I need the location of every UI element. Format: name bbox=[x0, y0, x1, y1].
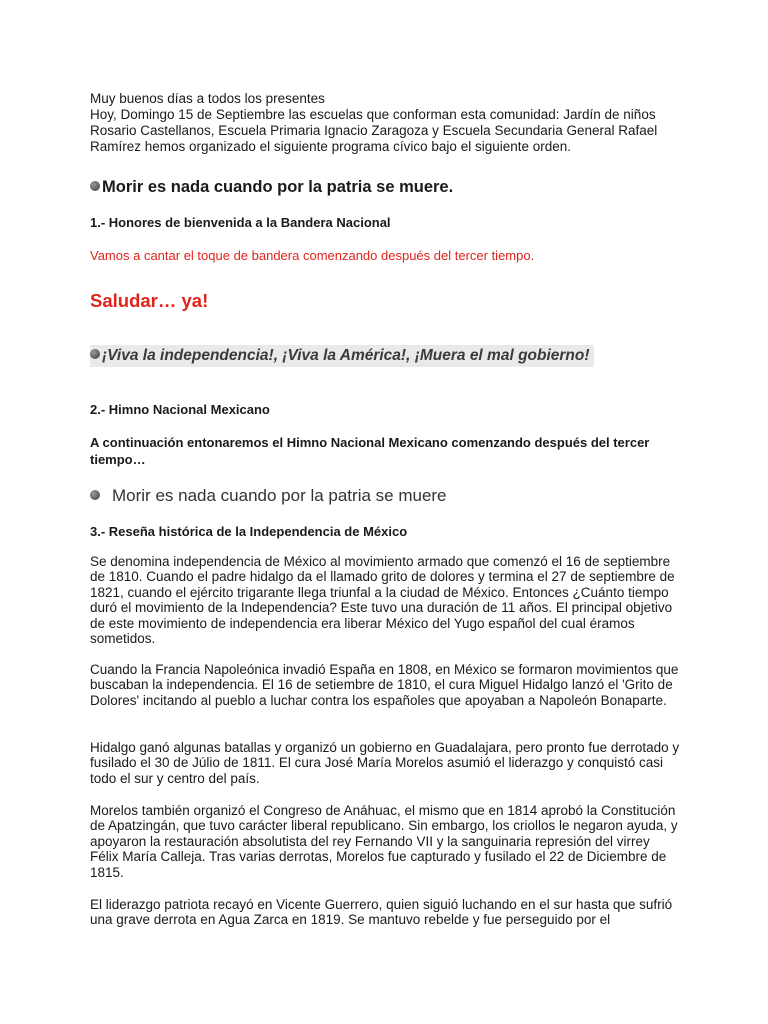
quote-text: Morir es nada cuando por la patria se muere bbox=[112, 486, 447, 505]
intro-line: Hoy, Domingo 15 de Septiembre las escuelas que conforman esta comunidad: Jardín de niños bbox=[90, 107, 656, 122]
history-paragraph: El liderazgo patriota recayó en Vicente Guerrero, quien siguió luchando en el sur hasta que sufrió una grave derrota en Agua Zarca en 1819. Se mantuvo rebelde y fue perseguido por el bbox=[90, 897, 673, 928]
quote-heading-3 bbox=[90, 486, 690, 506]
intro-paragraph bbox=[90, 91, 690, 155]
section-1-note: Vamos a cantar el toque de bandera comenzando después del tercer tiempo. bbox=[90, 248, 535, 263]
history-paragraph: Se denomina independencia de México al movimiento armado que comenzó el 16 de septiembre de 1810. Cuando el padre hidalgo da el llamado grito de dolores y termina el 27 de septiembre de 1821, cuando el ejército trigarante llega triunfal a la ciudad de México. Entonces ¿Cuánto tiempo duró el movimiento de la Independencia? Este tuvo una duración de 11 años. El principal objetivo de este movimiento de independencia era liberar México del Yugo español del cual éramos sometidos. bbox=[90, 554, 675, 647]
section-3-title: 3.- Reseña histórica de la Independencia de México bbox=[90, 524, 408, 539]
bullet-icon bbox=[90, 181, 100, 191]
saludar-command: Saludar… ya! bbox=[90, 290, 209, 311]
intro-line: Rosario Castellanos, Escuela Primaria Ignacio Zaragoza y Escuela Secundaria General Rafael bbox=[90, 123, 658, 138]
section-1-title: 1.- Honores de bienvenida a la Bandera Nacional bbox=[90, 215, 391, 230]
quote-text: ¡Viva la independencia!, ¡Viva la América!, ¡Muera el mal gobierno! bbox=[102, 347, 590, 364]
section-2-title: 2.- Himno Nacional Mexicano bbox=[90, 402, 270, 417]
quote-text: Morir es nada cuando por la patria se muere. bbox=[102, 178, 454, 196]
intro-line: Muy buenos días a todos los presentes bbox=[90, 91, 325, 106]
section-2-text: A continuación entonaremos el Himno Nacional Mexicano comenzando después del tercer tiempo… bbox=[90, 435, 650, 467]
history-paragraph: Hidalgo ganó algunas batallas y organizó un gobierno en Guadalajara, pero pronto fue derrotado y fusilado el 30 de Júlio de 1811. El cura José María Morelos asumió el liderazgo y conquistó casi todo el sur y centro del país. bbox=[90, 740, 680, 786]
history-paragraph: Cuando la Francia Napoleónica invadió España en 1808, en México se formaron movimientos que buscaban la independencia. El 16 de setiembre de 1810, el cura Miguel Hidalgo lanzó el 'Grito de Dolores' incitando al pueblo a luchar contra los españoles que apoyaban a Napoleón Bonaparte. bbox=[90, 662, 679, 708]
quote-heading-1 bbox=[90, 178, 690, 197]
bullet-icon bbox=[90, 349, 100, 359]
history-paragraph: Morelos también organizó el Congreso de Anáhuac, el mismo que en 1814 aprobó la Constitución de Apatzingán, que tuvo carácter liberal republicano. Sin embargo, los criollos le negaron ayuda, y apoyaron la restauración absolutista del rey Fernando VII y la sanguinaria represión del virrey Félix María Calleja. Tras varias derrotas, Morelos fue capturado y fusilado el 22 de Diciembre de 1815. bbox=[90, 803, 678, 880]
bullet-icon bbox=[90, 490, 100, 500]
quote-heading-2 bbox=[90, 345, 594, 367]
intro-line: Ramírez hemos organizado el siguiente programa cívico bajo el siguiente orden. bbox=[90, 139, 572, 154]
